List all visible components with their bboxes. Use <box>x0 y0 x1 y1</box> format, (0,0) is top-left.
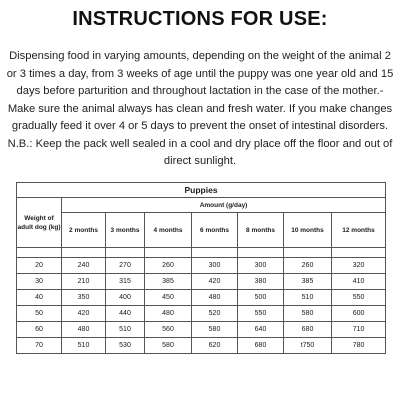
amount-cell: 480 <box>192 290 238 306</box>
amount-cell: 500 <box>238 290 284 306</box>
table-spacer-row <box>17 248 386 258</box>
amount-cell: t750 <box>284 338 332 354</box>
amount-header: Amount (g/day) <box>62 198 386 213</box>
amount-cell: 385 <box>145 274 192 290</box>
amount-cell: 520 <box>192 306 238 322</box>
month-header: 12 months <box>332 213 386 248</box>
amount-cell: 510 <box>284 290 332 306</box>
amount-cell: 640 <box>238 322 284 338</box>
month-header: 2 months <box>62 213 106 248</box>
feeding-table <box>16 182 386 354</box>
amount-cell: 300 <box>238 258 284 274</box>
amount-cell: 300 <box>192 258 238 274</box>
amount-cell: 420 <box>192 274 238 290</box>
table-cell <box>332 248 386 258</box>
month-header: 8 months <box>238 213 284 248</box>
weight-cell: 60 <box>17 322 62 338</box>
amount-cell: 420 <box>62 306 106 322</box>
amount-cell: 620 <box>192 338 238 354</box>
table-row <box>17 274 386 290</box>
amount-cell: 385 <box>284 274 332 290</box>
weight-cell: 30 <box>17 274 62 290</box>
amount-cell: 440 <box>106 306 145 322</box>
table-cell <box>284 248 332 258</box>
table-cell <box>17 248 62 258</box>
table-row <box>17 322 386 338</box>
amount-cell: 260 <box>145 258 192 274</box>
amount-cell: 480 <box>145 306 192 322</box>
month-header: 3 months <box>106 213 145 248</box>
table-cell <box>62 248 106 258</box>
amount-cell: 400 <box>106 290 145 306</box>
table-cell <box>192 248 238 258</box>
month-header: 6 months <box>192 213 238 248</box>
amount-cell: 315 <box>106 274 145 290</box>
table-cell <box>106 248 145 258</box>
amount-cell: 530 <box>106 338 145 354</box>
amount-cell: 510 <box>62 338 106 354</box>
amount-cell: 240 <box>62 258 106 274</box>
amount-cell: 480 <box>62 322 106 338</box>
amount-cell: 260 <box>284 258 332 274</box>
table-title: Puppies <box>17 183 386 198</box>
weight-cell: 70 <box>17 338 62 354</box>
table-row <box>17 258 386 274</box>
amount-cell: 680 <box>238 338 284 354</box>
amount-cell: 560 <box>145 322 192 338</box>
amount-cell: 680 <box>284 322 332 338</box>
amount-cell: 450 <box>145 290 192 306</box>
table-row <box>17 338 386 354</box>
table-cell <box>145 248 192 258</box>
amount-cell: 510 <box>106 322 145 338</box>
amount-cell: 320 <box>332 258 386 274</box>
amount-cell: 710 <box>332 322 386 338</box>
amount-cell: 550 <box>238 306 284 322</box>
page-title: INSTRUCTIONS FOR USE: <box>72 8 328 30</box>
weight-column-header: Weight of adult dog (kg) <box>17 198 62 248</box>
amount-cell: 580 <box>145 338 192 354</box>
month-header: 4 months <box>145 213 192 248</box>
weight-cell: 40 <box>17 290 62 306</box>
water-paragraph: Make sure the animal always has clean and fresh water. If you make changes gradually feed it over 4 or 5 days to prevent the onset of intestinal disorders. <box>7 102 393 132</box>
table-cell <box>238 248 284 258</box>
amount-cell: 580 <box>284 306 332 322</box>
amount-cell: 600 <box>332 306 386 322</box>
weight-cell: 20 <box>17 258 62 274</box>
amount-cell: 580 <box>192 322 238 338</box>
dispensing-paragraph: Dispensing food in varying amounts, depending on the weight of the animal 2 or 3 times a day, from 3 weeks of age until the puppy was one year old and 15 days before parturition and throughout lactation in the case of the mother.- <box>6 50 394 97</box>
amount-cell: 410 <box>332 274 386 290</box>
table-row <box>17 306 386 322</box>
amount-cell: 210 <box>62 274 106 290</box>
instructions-text <box>4 48 396 171</box>
amount-cell: 350 <box>62 290 106 306</box>
weight-cell: 50 <box>17 306 62 322</box>
storage-note-paragraph: N.B.: Keep the pack well sealed in a cool and dry place off the floor and out of direct sunlight. <box>7 137 393 167</box>
month-header: 10 months <box>284 213 332 248</box>
amount-cell: 780 <box>332 338 386 354</box>
amount-cell: 270 <box>106 258 145 274</box>
amount-cell: 550 <box>332 290 386 306</box>
table-row <box>17 290 386 306</box>
amount-cell: 380 <box>238 274 284 290</box>
